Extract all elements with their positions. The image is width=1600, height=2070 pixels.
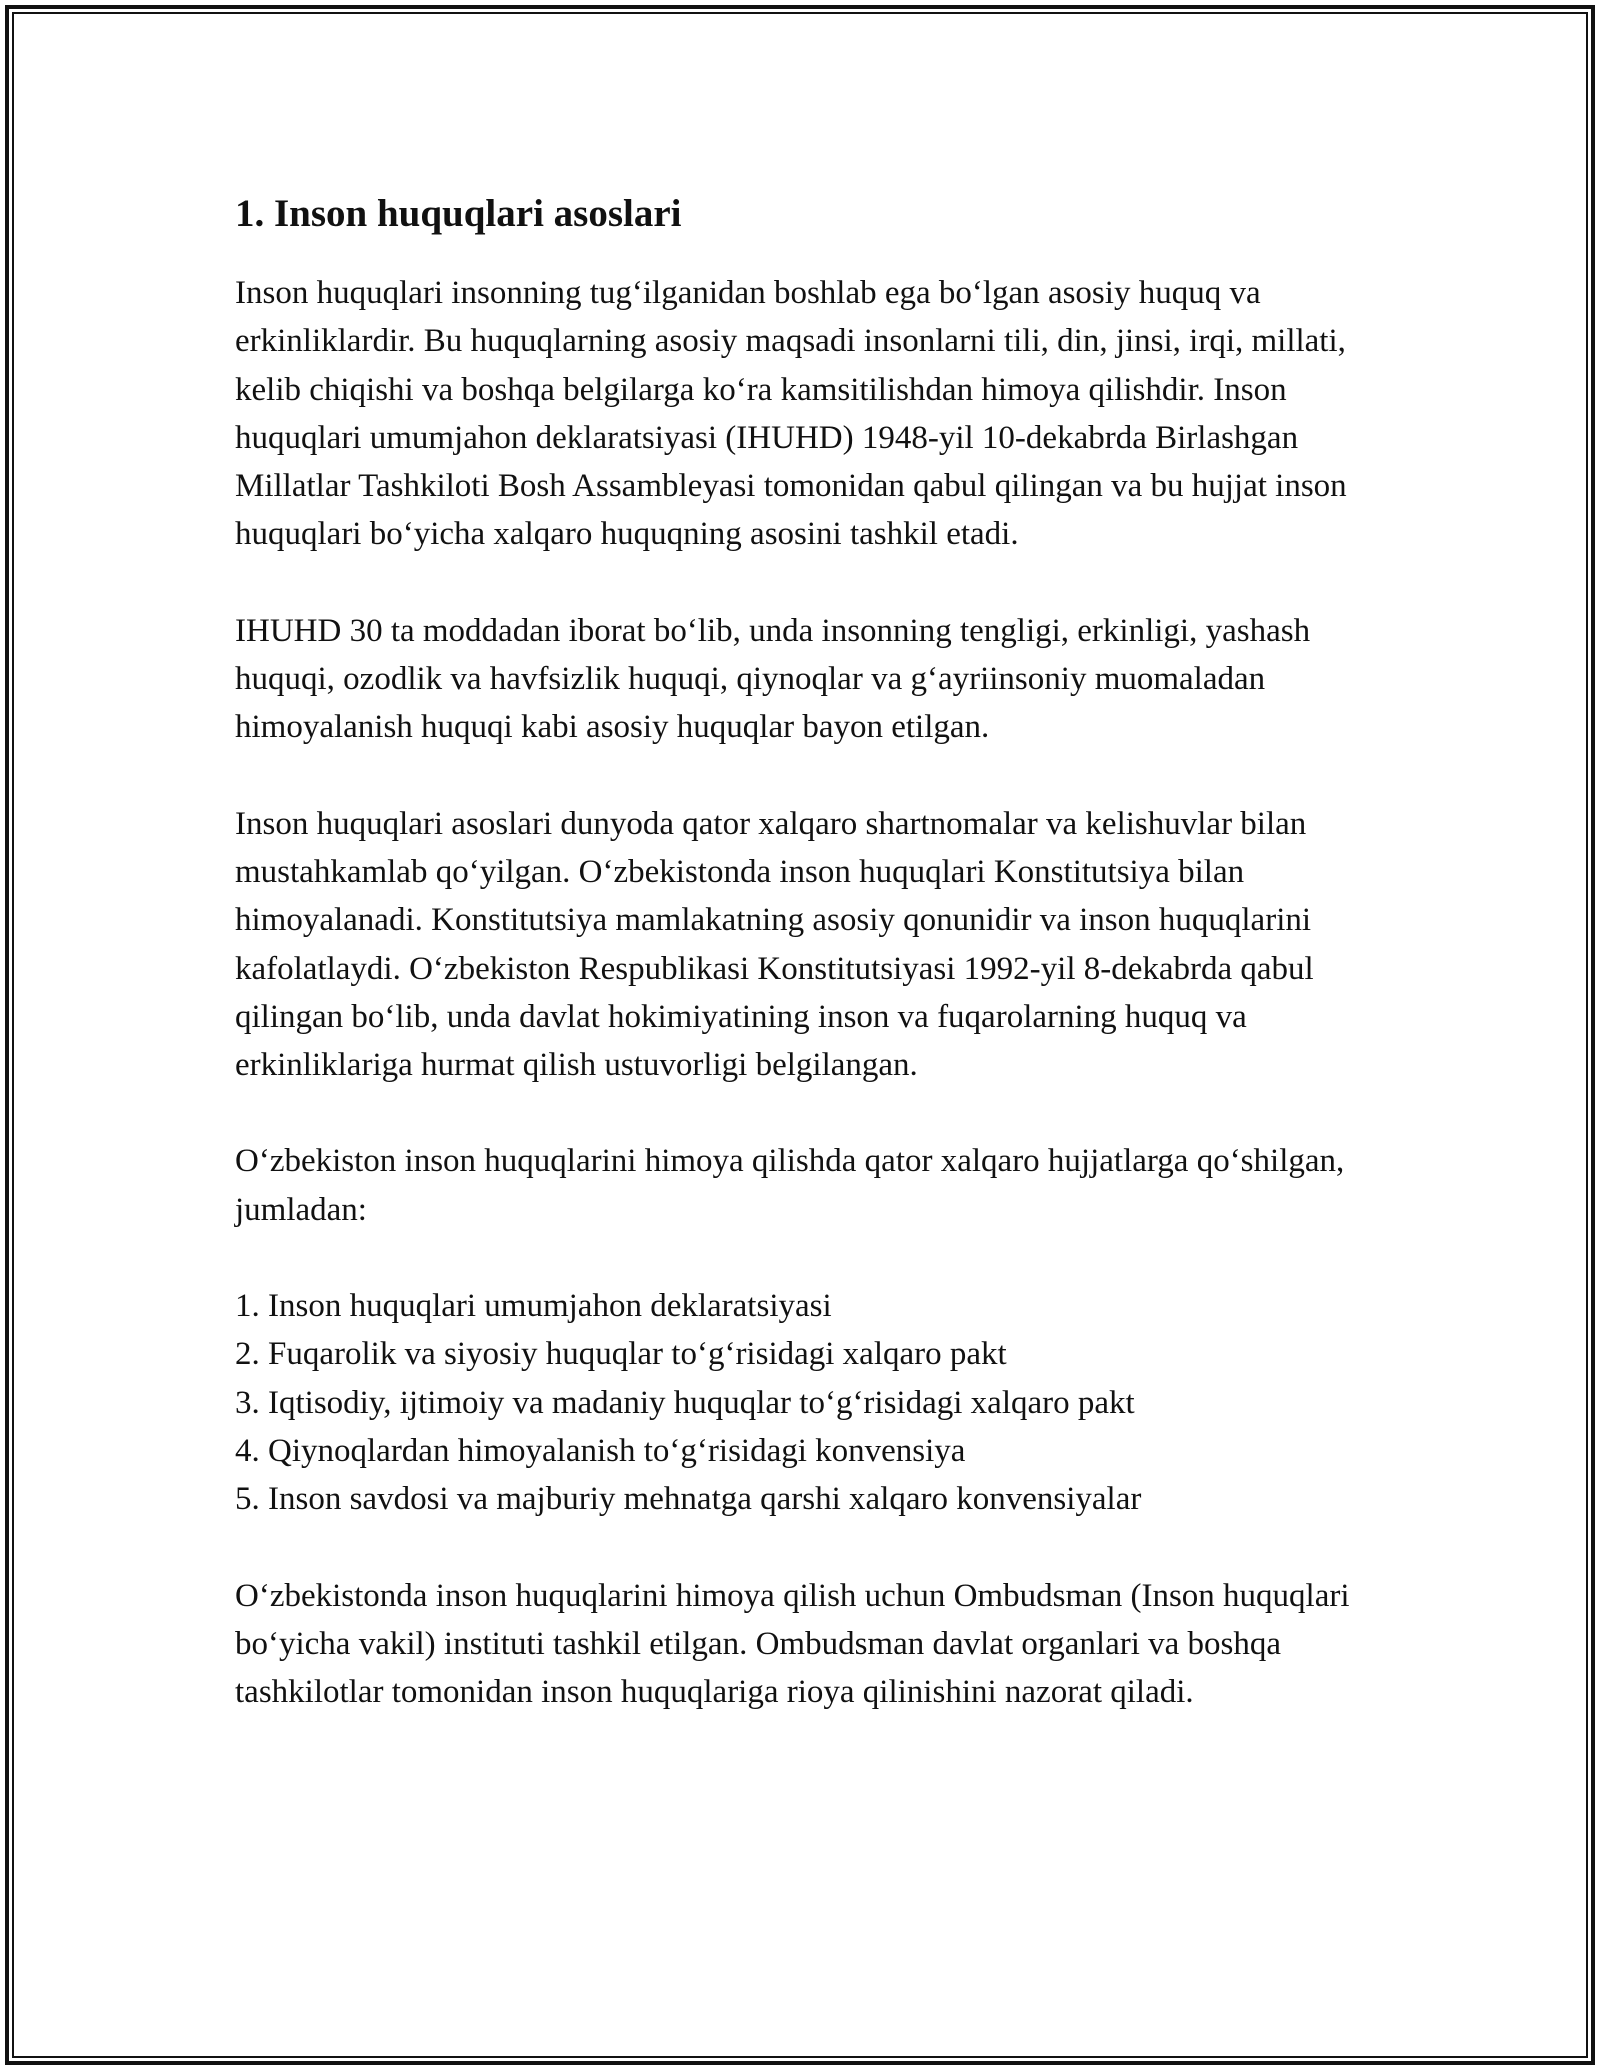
list-item: 2. Fuqarolik va siyosiy huquqlar to‘g‘risidagi xalqaro pakt bbox=[235, 1336, 1007, 1373]
list-item: 4. Qiynoqlardan himoyalanish to‘g‘risidagi konvensiya bbox=[235, 1432, 966, 1469]
document-body bbox=[235, 184, 1375, 1764]
paragraph-ihuhd: IHUHD 30 ta moddadan iborat bo‘lib, unda insonning tengligi, erkinligi, yashash huquqi, ozodlik va havfsizlik huquqi, qiynoqlar va g‘ayriinsoniy muomaladan himoyalanish huquqi kabi asosiy huquqlar bayon etilgan. bbox=[235, 612, 1311, 746]
section-heading: 1. Inson huquqlari asoslari bbox=[235, 192, 682, 235]
list-item: 1. Inson huquqlari umumjahon deklaratsiyasi bbox=[235, 1288, 832, 1325]
list-item: 5. Inson savdosi va majburiy mehnatga qarshi xalqaro konvensiyalar bbox=[235, 1481, 1142, 1518]
international-documents-list bbox=[235, 1282, 1375, 1523]
paragraph-intro: Inson huquqlari insonning tug‘ilganidan boshlab ega bo‘lgan asosiy huquq va erkinliklardir. Bu huquqlarning asosiy maqsadi insonlarni tili, din, jinsi, irqi, millati, kelib chiqishi va boshqa belgilarga ko‘ra kamsitilishdan himoya qilishdir. Inson huquqlari umumjahon deklaratsiyasi (IHUHD) 1948-yil 10-dekabrda Birlashgan Millatlar Tashkiloti Bosh Assambleyasi tomonidan qabul qilingan va bu hujjat inson huquqlari bo‘yicha xalqaro huquqning asosini tashkil etadi. bbox=[235, 275, 1347, 553]
paragraph-ombudsman: O‘zbekistonda inson huquqlarini himoya qilish uchun Ombudsman (Inson huquqlari bo‘yicha vakil) instituti tashkil etilgan. Ombudsman davlat organlari va boshqa tashkilotlar tomonidan inson huquqlariga rioya qilinishini nazorat qiladi. bbox=[235, 1577, 1350, 1711]
paragraph-constitution: Inson huquqlari asoslari dunyoda qator xalqaro shartnomalar va kelishuvlar bilan mustahkamlab qo‘yilgan. O‘zbekistonda inson huquqlari Konstitutsiya bilan himoyalanadi. Konstitutsiya mamlakatning asosiy qonunidir va inson huquqlarini kafolatlaydi. O‘zbekiston Respublikasi Konstitutsiyasi 1992-yil 8-dekabrda qabul qilingan bo‘lib, unda davlat hokimiyatining inson va fuqarolarning huquq va erkinliklariga hurmat qilish ustuvorligi belgilangan. bbox=[235, 805, 1314, 1084]
list-item: 3. Iqtisodiy, ijtimoiy va madaniy huquqlar to‘g‘risidagi xalqaro pakt bbox=[235, 1384, 1135, 1421]
paragraph-list-intro: O‘zbekiston inson huquqlarini himoya qilishda qator xalqaro hujjatlarga qo‘shilgan, jumladan: bbox=[235, 1143, 1345, 1228]
